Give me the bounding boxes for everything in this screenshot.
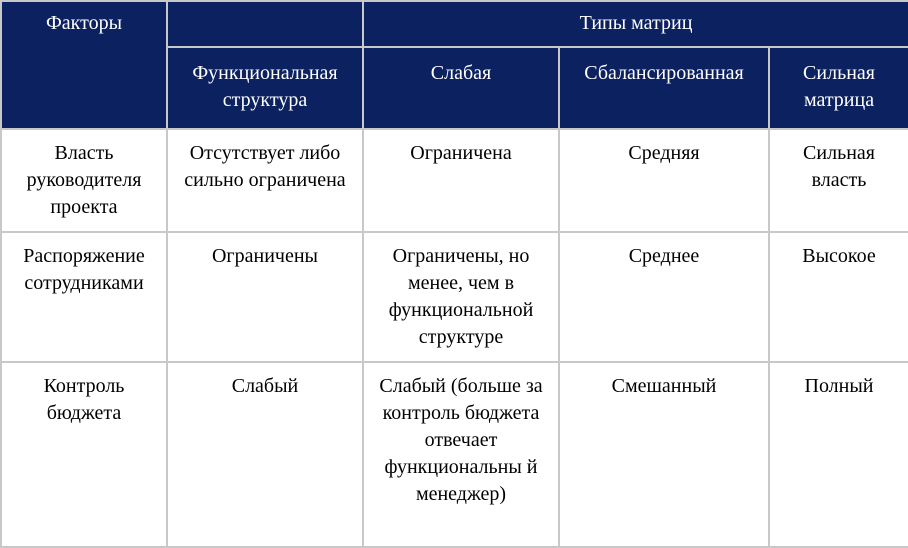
header-col-balanced: Сбалансированная — [559, 47, 769, 129]
table-row-authority — [1, 129, 908, 232]
header-col-strong: Сильная матрица — [769, 47, 908, 129]
table-cell: Ограничены — [167, 232, 363, 362]
table-cell: Отсутствует либо сильно ограничена — [167, 129, 363, 232]
table-row-staff — [1, 232, 908, 362]
row-factor-label: Контроль бюджета — [1, 362, 167, 547]
row-factor-label: Власть руководителя проекта — [1, 129, 167, 232]
header-empty-cell — [167, 1, 363, 47]
table-cell: Слабый (больше за контроль бюджета отвечает функциональны й менеджер) — [363, 362, 559, 547]
header-col-functional: Функциональная структура — [167, 47, 363, 129]
table-cell: Ограничены, но менее, чем в функциональной структуре — [363, 232, 559, 362]
table-cell: Слабый — [167, 362, 363, 547]
table-cell: Среднее — [559, 232, 769, 362]
row-factor-label: Распоряжение сотрудниками — [1, 232, 167, 362]
table-row-budget — [1, 362, 908, 547]
header-factors: Факторы — [1, 1, 167, 129]
table-cell: Сильная власть — [769, 129, 908, 232]
table-cell: Высокое — [769, 232, 908, 362]
table-cell: Средняя — [559, 129, 769, 232]
header-row-top — [1, 1, 908, 47]
table-cell: Ограничена — [363, 129, 559, 232]
header-matrix-types: Типы матриц — [363, 1, 908, 47]
table-cell: Полный — [769, 362, 908, 547]
header-col-weak: Слабая — [363, 47, 559, 129]
table-cell: Смешанный — [559, 362, 769, 547]
